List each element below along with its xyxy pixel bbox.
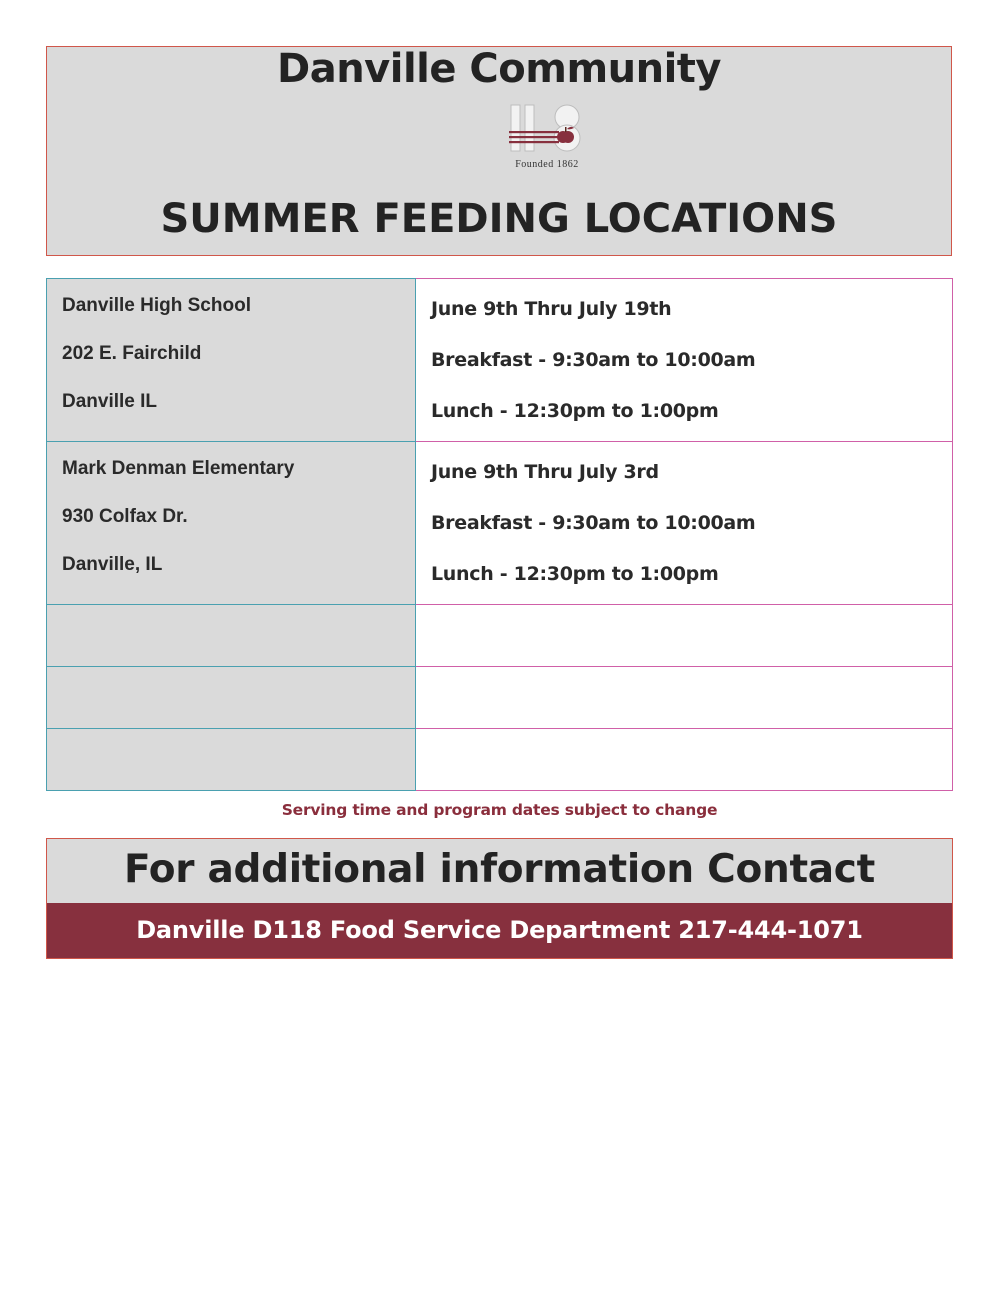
location-city: Danville, IL: [62, 554, 163, 575]
location-city: Danville IL: [62, 391, 158, 412]
schedule-dates: June 9th Thru July 19th: [431, 298, 672, 320]
location-address-cell: [46, 442, 416, 605]
location-schedule-cell: [416, 442, 953, 605]
disclaimer-note: Serving time and program dates subject to change: [281, 801, 718, 819]
empty-address-cell: [46, 605, 416, 667]
schedule-lunch: Lunch - 12:30pm to 1:00pm: [431, 563, 719, 585]
logo-caption: Founded 1862: [515, 159, 579, 170]
table-row: [46, 278, 953, 442]
empty-address-cell: [46, 667, 416, 729]
location-name: Danville High School: [62, 295, 251, 316]
table-row: [46, 442, 953, 605]
schedule-dates: June 9th Thru July 3rd: [431, 461, 659, 483]
page-title: Danville Community: [277, 46, 721, 92]
location-address-cell: [46, 278, 416, 442]
location-street: 202 E. Fairchild: [62, 343, 202, 364]
page-subtitle: SUMMER FEEDING LOCATIONS: [160, 196, 838, 242]
empty-schedule-cell: [416, 605, 953, 667]
schedule-breakfast: Breakfast - 9:30am to 10:00am: [431, 349, 756, 371]
empty-schedule-cell: [416, 667, 953, 729]
empty-address-cell: [46, 729, 416, 791]
contact-department: Danville D118 Food Service Department 217-444-1071: [47, 903, 952, 958]
schedule-breakfast: Breakfast - 9:30am to 10:00am: [431, 512, 756, 534]
header-banner: [46, 46, 952, 256]
location-schedule-cell: [416, 278, 953, 442]
contact-heading: For additional information Contact: [47, 839, 952, 903]
locations-table: [46, 278, 953, 791]
table-row-empty: [46, 729, 953, 791]
location-street: 930 Colfax Dr.: [62, 506, 188, 527]
table-row-empty: [46, 667, 953, 729]
district-logo: [505, 103, 589, 173]
contact-banner: [46, 838, 953, 959]
table-row-empty: [46, 605, 953, 667]
location-name: Mark Denman Elementary: [62, 458, 295, 479]
schedule-lunch: Lunch - 12:30pm to 1:00pm: [431, 400, 719, 422]
district-118-logo-icon: [505, 103, 589, 159]
empty-schedule-cell: [416, 729, 953, 791]
